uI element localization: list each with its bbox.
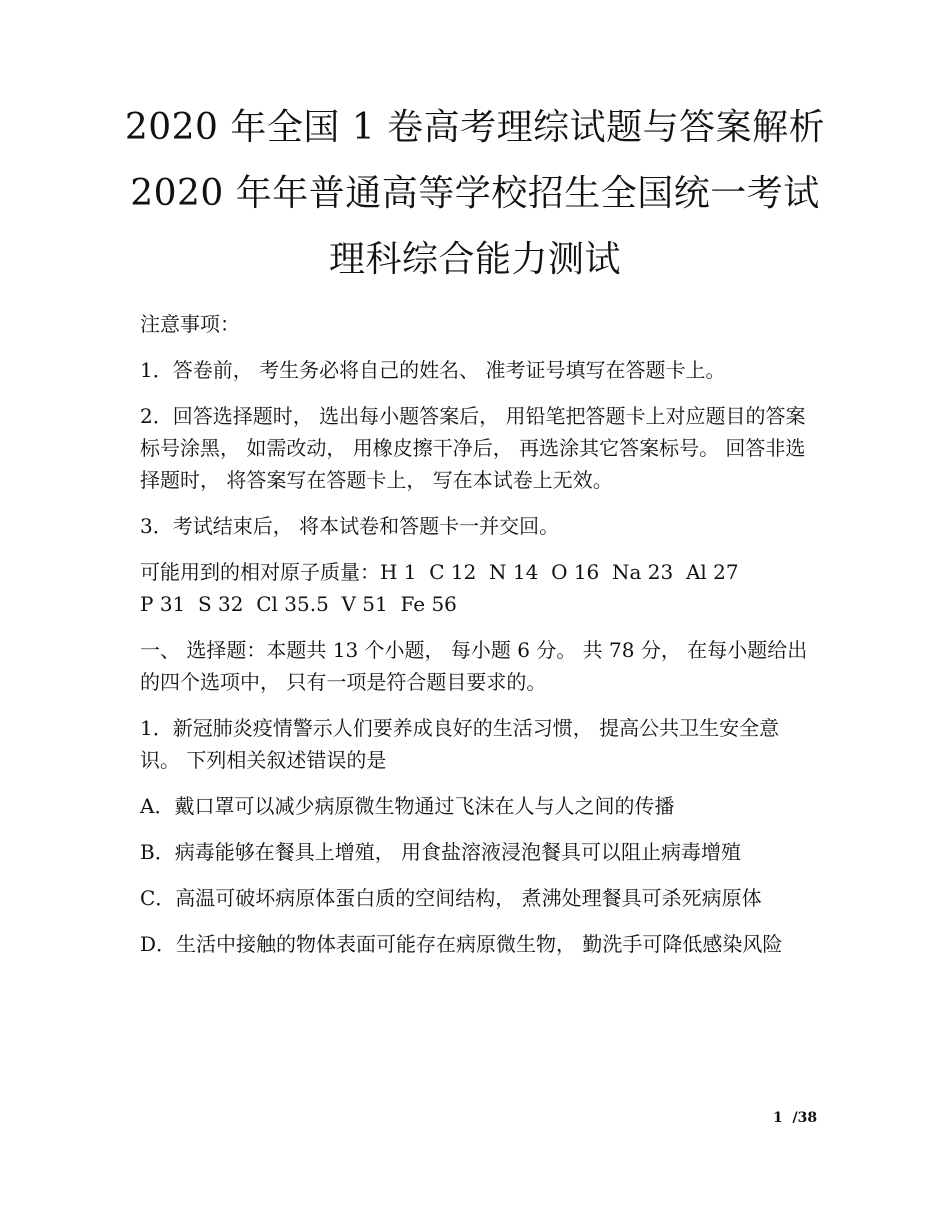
document-title: 2020 年全国 1 卷高考理综试题与答案解析	[124, 107, 826, 148]
atomic-masses-line-1: 可能用到的相对原子质量：H 1 C 12 N 14 O 16 Na 23 Al 27	[140, 560, 739, 584]
question-1-option-d: D．生活中接触的物体表面可能存在病原微生物， 勤洗手可降低感染风险	[140, 932, 783, 956]
exam-subject: 理科综合能力测试	[328, 239, 621, 280]
title-block	[0, 95, 950, 293]
exam-name: 2020 年年普通高等学校招生全国统一考试	[130, 173, 820, 214]
note-item-2: 2．回答选择题时， 选出每小题答案后， 用铅笔把答题卡上对应题目的答案标号涂黑， 如需改动， 用橡皮擦干净后， 再选涂其它答案标号。 回答非选择题时， 将答案写在答题卡上， 写在本试卷上无效。	[140, 404, 806, 492]
document-body	[140, 308, 808, 974]
question-1-option-b: B．病毒能够在餐具上增殖， 用食盐溶液浸泡餐具可以阻止病毒增殖	[140, 840, 742, 864]
notes-heading: 注意事项：	[140, 312, 240, 336]
note-item-3: 3．考试结束后， 将本试卷和答题卡一并交回。	[140, 514, 560, 538]
atomic-masses-line-2: P 31 S 32 Cl 35.5 V 51 Fe 56	[140, 592, 457, 616]
note-item-1: 1．答卷前， 考生务必将自己的姓名、 准考证号填写在答题卡上。	[140, 358, 726, 382]
atomic-masses	[140, 556, 808, 620]
page-number: 1 /38	[773, 1110, 818, 1126]
question-1-option-a: A．戴口罩可以减少病原微生物通过飞沫在人与人之间的传播	[140, 794, 675, 818]
section-intro: 一、 选择题：本题共 13 个小题， 每小题 6 分。 共 78 分， 在每小题给出的四个选项中， 只有一项是符合题目要求的。	[140, 638, 808, 694]
question-1-option-c: C．高温可破坏病原体蛋白质的空间结构， 煮沸处理餐具可杀死病原体	[140, 886, 762, 910]
question-1-stem: 1．新冠肺炎疫情警示人们要养成良好的生活习惯， 提高公共卫生安全意识。 下列相关叙述错误的是	[140, 716, 780, 772]
